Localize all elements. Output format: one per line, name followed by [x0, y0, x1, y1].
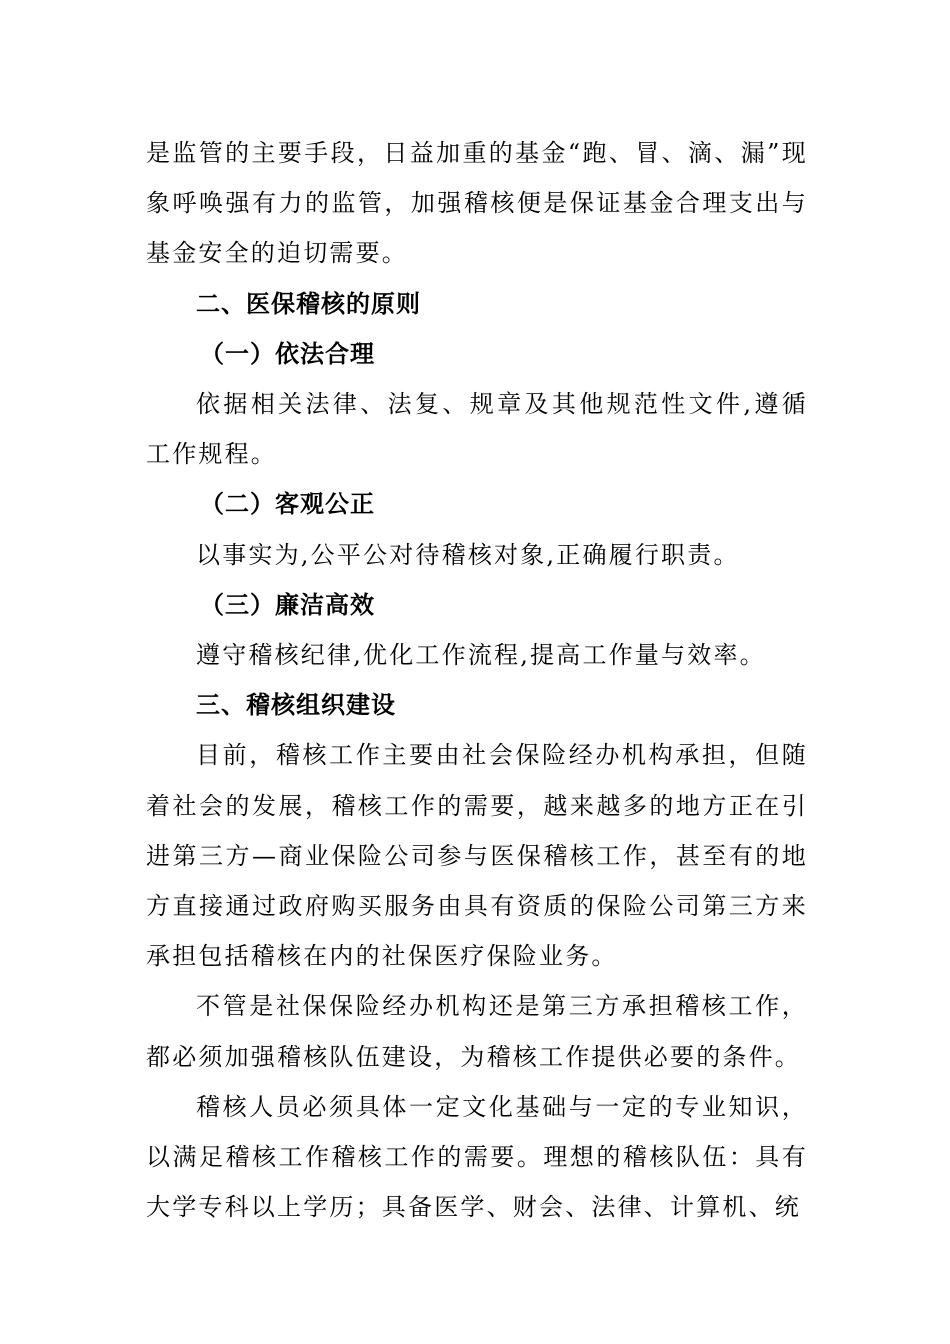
paragraph-organization-3: 稽核人员必须具体一定文化基础与一定的专业知识，以满足稽核工作稽核工作的需要。理想的稽核队伍：具有大学专科以上学历；具备医学、财会、法律、计算机、统: [146, 1092, 808, 1222]
subheading-objective: （二）客观公正: [200, 490, 375, 519]
document-page: [146, 128, 808, 1232]
paragraph-lawful: 依据相关法律、法复、规章及其他规范性文件,遵循工作规程。: [146, 390, 808, 469]
subheading-lawful: （一）依法合理: [200, 339, 375, 368]
paragraph-organization-1: 目前，稽核工作主要由社会保险经办机构承担，但随着社会的发展，稽核工作的需要，越来越多的地方正在引进第三方—商业保险公司参与医保稽核工作，甚至有的地方直接通过政府购买服务由具有资质的保险公司第三方来承担包括稽核在内的社保医疗保险业务。: [146, 741, 808, 971]
paragraph-objective: 以事实为,公平公对待稽核对象,正确履行职责。: [196, 540, 740, 569]
paragraph-organization-2: 不管是社保保险经办机构还是第三方承担稽核工作，都必须加强稽核队伍建设，为稽核工作提供必要的条件。: [146, 992, 808, 1071]
section-heading-principles: 二、医保稽核的原则: [196, 289, 421, 318]
subheading-efficient: （三）廉洁高效: [200, 590, 375, 619]
paragraph-continuation: 是监管的主要手段，日益加重的基金“跑、冒、滴、漏”现象呼唤强有力的监管，加强稽核便是保证基金合理支出与基金安全的迫切需要。: [146, 139, 808, 268]
paragraph-efficient: 遵守稽核纪律,优化工作流程,提高工作量与效率。: [196, 641, 766, 670]
section-heading-organization: 三、稽核组织建设: [196, 691, 396, 720]
